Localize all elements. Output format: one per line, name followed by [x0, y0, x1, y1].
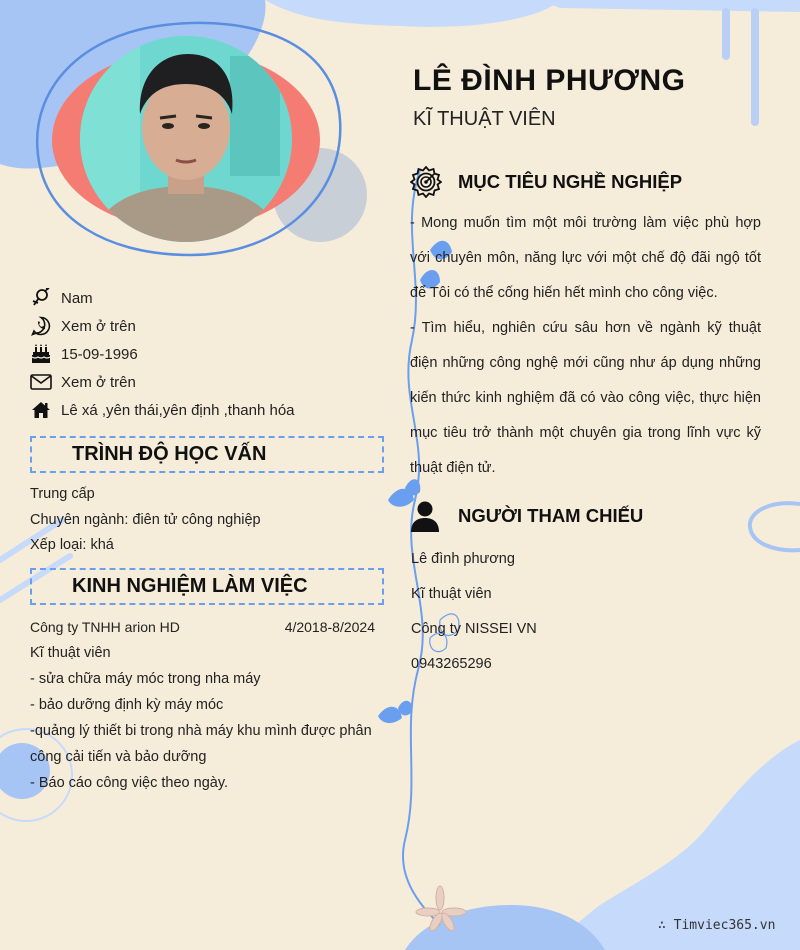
contact-address-text: Lê xá ,yên thái,yên định ,thanh hóa [61, 401, 295, 419]
experience-period: 4/2018-8/2024 [284, 619, 375, 635]
objective-header [410, 166, 682, 198]
experience-section [30, 614, 375, 796]
home-icon [30, 399, 52, 421]
contact-birthday-text: 15-09-1996 [61, 345, 138, 363]
objective-paragraph: - Mong muốn tìm một môi trường làm việc phù hợp với chuyên môn, năng lực với một chế độ đãi ngộ tốt để Tôi có thể cống hiến hết mình cho công việc. [410, 215, 761, 301]
candidate-name: LÊ ĐÌNH PHƯƠNG [413, 64, 686, 97]
mail-icon [30, 371, 52, 393]
experience-position: Kĩ thuật viên [30, 645, 111, 661]
education-major: Chuyên ngành: điên tử công nghiệp [30, 511, 261, 528]
experience-line: -quảng lý thiết bi trong nhà máy khu mình được phân công cải tiến và bảo dưỡng [30, 723, 372, 765]
contact-email [30, 368, 390, 396]
education-grade: Xếp loại: khá [30, 537, 114, 553]
experience-company: Công ty TNHH arion HD [30, 619, 180, 635]
contact-gender [30, 284, 390, 312]
reference-name: Lê đình phương [411, 551, 515, 567]
education-heading-box [30, 436, 384, 473]
objective-paragraph: - Tìm hiểu, nghiên cứu sâu hơn về ngành kỹ thuật điện những công nghệ mới cũng như áp dụng những kiến thức kinh nghiệm đã có vào công việc, thực hiện mục tiêu trở thành một chuyên gia trong lĩnh vực kỹ thuật điện tử. [410, 320, 761, 476]
candidate-title: KĨ THUẬT VIÊN [413, 108, 556, 130]
contact-address [30, 396, 390, 424]
education-section [30, 482, 261, 559]
experience-header [30, 614, 375, 640]
contact-gender-text: Nam [61, 289, 93, 307]
experience-heading-box [30, 568, 384, 605]
reference-role: Kĩ thuật viên [411, 586, 492, 602]
experience-heading: KINH NGHIỆM LÀM VIỆC [72, 575, 308, 597]
person-icon [410, 500, 442, 532]
brand-watermark: ∴ Timviec365.vn [658, 918, 776, 933]
experience-line: - sửa chữa máy móc trong nha máy [30, 671, 261, 687]
experience-line: - Báo cáo công việc theo ngày. [30, 775, 229, 791]
gear-target-icon [410, 166, 442, 198]
birthday-cake-icon [30, 343, 52, 365]
gender-icon [30, 287, 52, 309]
references-header [410, 500, 643, 532]
reference-company: Công ty NISSEI VN [411, 621, 537, 637]
references-section [411, 542, 537, 682]
objective-heading: MỤC TIÊU NGHỀ NGHIỆP [458, 171, 683, 192]
education-level: Trung cấp [30, 486, 95, 502]
contact-email-text: Xem ở trên [61, 373, 136, 391]
contact-phone-text: Xem ở trên [61, 317, 136, 335]
phone-icon [30, 315, 52, 337]
objective-text [410, 206, 761, 486]
contact-list [30, 284, 390, 424]
education-heading: TRÌNH ĐỘ HỌC VẤN [72, 443, 267, 465]
contact-phone [30, 312, 390, 340]
reference-phone: 0943265296 [411, 656, 492, 672]
references-heading: NGƯỜI THAM CHIẾU [458, 505, 644, 526]
profile-photo [80, 36, 292, 242]
contact-birthday [30, 340, 390, 368]
experience-line: - bảo dưỡng định kỳ máy móc [30, 697, 224, 713]
